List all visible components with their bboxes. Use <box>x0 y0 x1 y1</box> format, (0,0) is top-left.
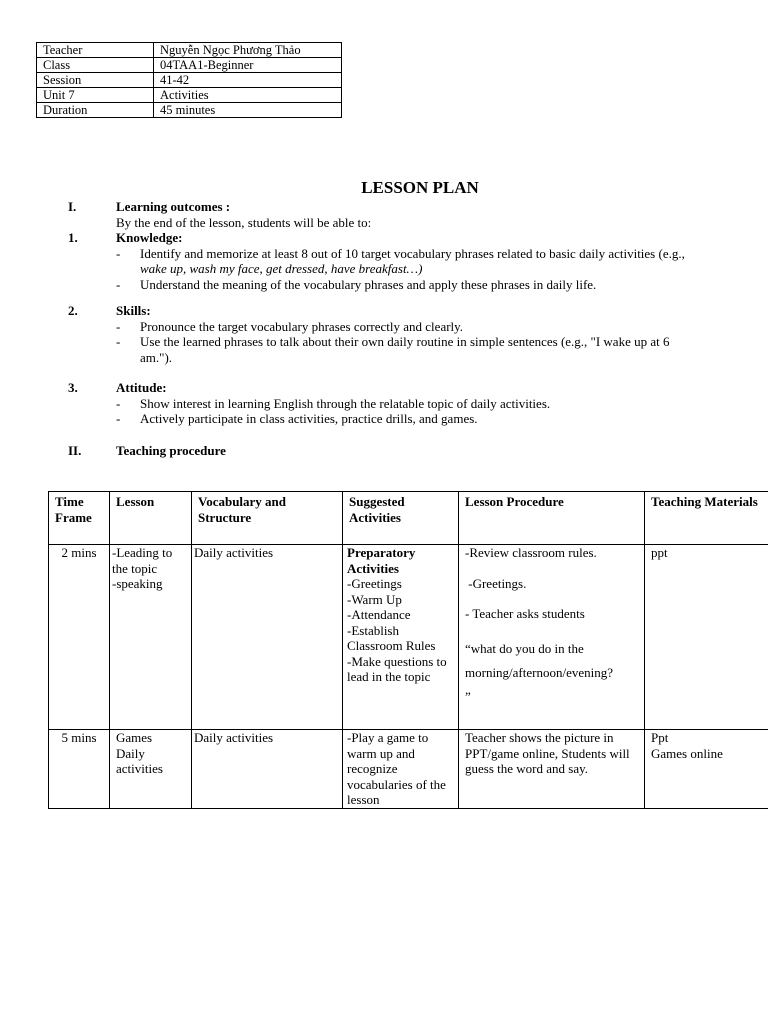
section-heading: Learning outcomes : <box>116 199 231 214</box>
subsection-number: 2. <box>68 303 78 318</box>
subsection-number: 1. <box>68 230 78 245</box>
lesson-info-table <box>36 42 342 118</box>
info-row-unit <box>37 88 342 103</box>
activities-heading: Preparatory Activities <box>347 545 416 576</box>
info-key: Session <box>37 73 154 88</box>
procedure-line: ” <box>465 688 471 704</box>
subsection-heading: Skills: <box>116 303 151 318</box>
teaching-procedure-heading <box>68 443 748 459</box>
info-value: 41-42 <box>154 73 342 88</box>
info-value: 45 minutes <box>154 103 342 118</box>
bullet-text: Show interest in learning English through the relatable topic of daily activities. <box>140 395 551 411</box>
bullet-item: - Use the learned phrases to talk about their own daily routine in simple sentences (e.g., "I wake up at 6 am."). <box>116 334 670 365</box>
bullet-item: - Actively participate in class activities, practice drills, and games. <box>116 411 478 426</box>
vocab-cell: Daily activities <box>192 730 343 809</box>
section-intro: By the end of the lesson, students will be able to: <box>116 214 372 230</box>
column-header: Lesson Procedure <box>459 492 645 545</box>
info-value: Activities <box>154 88 342 103</box>
lesson-line: Daily activities <box>116 745 163 776</box>
info-key: Teacher <box>37 43 154 58</box>
activity-item: -Make questions to lead in the topic <box>347 653 447 684</box>
lesson-line: the topic <box>112 560 158 576</box>
procedure-table <box>48 491 768 809</box>
section-heading: Teaching procedure <box>116 443 226 458</box>
bullet-item: - Show interest in learning English through the relatable topic of daily activities. <box>116 395 551 411</box>
attitude-section <box>68 380 748 427</box>
procedure-line: -Review classroom rules. <box>465 545 597 560</box>
section-number: II. <box>68 443 82 458</box>
bullet-item: - Identify and memorize at least 8 out of 10 target vocabulary phrases related to basic daily activities (e.g., wake up, wash my face, get dressed, have breakfast…) <box>116 245 685 276</box>
bullet-item: - Understand the meaning of the vocabulary phrases and apply these phrases in daily life. <box>116 276 597 292</box>
info-row-session <box>37 73 342 88</box>
activity-item: -Attendance <box>347 607 411 622</box>
procedure-row <box>49 545 768 730</box>
lesson-cell <box>110 545 192 730</box>
info-key: Class <box>37 58 154 73</box>
subsection-heading: Knowledge: <box>116 230 183 245</box>
column-header: Teaching Materials <box>645 492 768 545</box>
bullet-text: Identify and memorize at least 8 out of 10 target vocabulary phrases related to basic daily activities (e.g., <box>140 245 685 261</box>
column-header: Lesson <box>110 492 192 545</box>
materials-line: Ppt <box>651 730 669 745</box>
lesson-line: Games <box>116 730 153 745</box>
bullet-text: Use the learned phrases to talk about their own daily routine in simple sentences (e.g., "I wake up at 6 <box>140 334 670 349</box>
procedure-line: -Greetings. <box>465 575 527 591</box>
info-row-duration <box>37 103 342 118</box>
subsection-heading: Attitude: <box>116 380 167 395</box>
activities-cell: -Play a game to warm up and recognize vocabularies of the lesson <box>343 730 459 809</box>
materials-cell <box>645 730 768 809</box>
subsection-number: 3. <box>68 380 78 395</box>
section-number: I. <box>68 199 77 214</box>
info-row-class <box>37 58 342 73</box>
column-header: Time Frame <box>49 492 110 545</box>
info-value: 04TAA1-Beginner <box>154 58 342 73</box>
page-title: LESSON PLAN <box>361 178 479 197</box>
activities-cell <box>343 545 459 730</box>
info-value: Nguyễn Ngọc Phương Thảo <box>154 43 342 58</box>
activity-item: -Greetings <box>347 576 402 591</box>
column-header: Vocabulary and Structure <box>192 492 343 545</box>
time-cell: 2 mins <box>49 545 110 730</box>
bullet-text: Actively participate in class activities, practice drills, and games. <box>140 411 478 426</box>
lesson-line: -speaking <box>112 576 163 591</box>
procedure-header-row <box>49 492 768 545</box>
bullet-text: Pronounce the target vocabulary phrases correctly and clearly. <box>140 318 464 334</box>
info-key: Duration <box>37 103 154 118</box>
procedure-line: “what do you do in the morning/afternoon/evening? <box>465 640 614 680</box>
bullet-text-cont: am."). <box>140 349 173 365</box>
bullet-text: Understand the meaning of the vocabulary phrases and apply these phrases in daily life. <box>140 276 597 292</box>
procedure-line: - Teacher asks students <box>465 606 585 621</box>
materials-line: Games online <box>651 745 723 761</box>
vocab-cell: Daily activities <box>192 545 343 730</box>
activity-item: -Establish Classroom Rules <box>347 622 436 653</box>
procedure-cell <box>459 545 645 730</box>
skills-section <box>68 303 748 365</box>
info-key: Unit 7 <box>37 88 154 103</box>
lesson-cell <box>110 730 192 809</box>
bullet-item: - Pronounce the target vocabulary phrases correctly and clearly. <box>116 318 464 334</box>
procedure-cell: Teacher shows the picture in PPT/game online, Students will guess the word and say. <box>459 730 645 809</box>
column-header: Suggested Activities <box>343 492 459 545</box>
activity-item: -Warm Up <box>347 591 402 607</box>
materials-cell: ppt <box>645 545 768 730</box>
lesson-line: -Leading to <box>112 545 173 560</box>
bullet-examples: wake up, wash my face, get dressed, have breakfast…) <box>140 261 423 276</box>
info-row-teacher <box>37 43 342 58</box>
time-cell: 5 mins <box>49 730 110 809</box>
procedure-row <box>49 730 768 809</box>
learning-outcomes-section <box>68 199 748 292</box>
